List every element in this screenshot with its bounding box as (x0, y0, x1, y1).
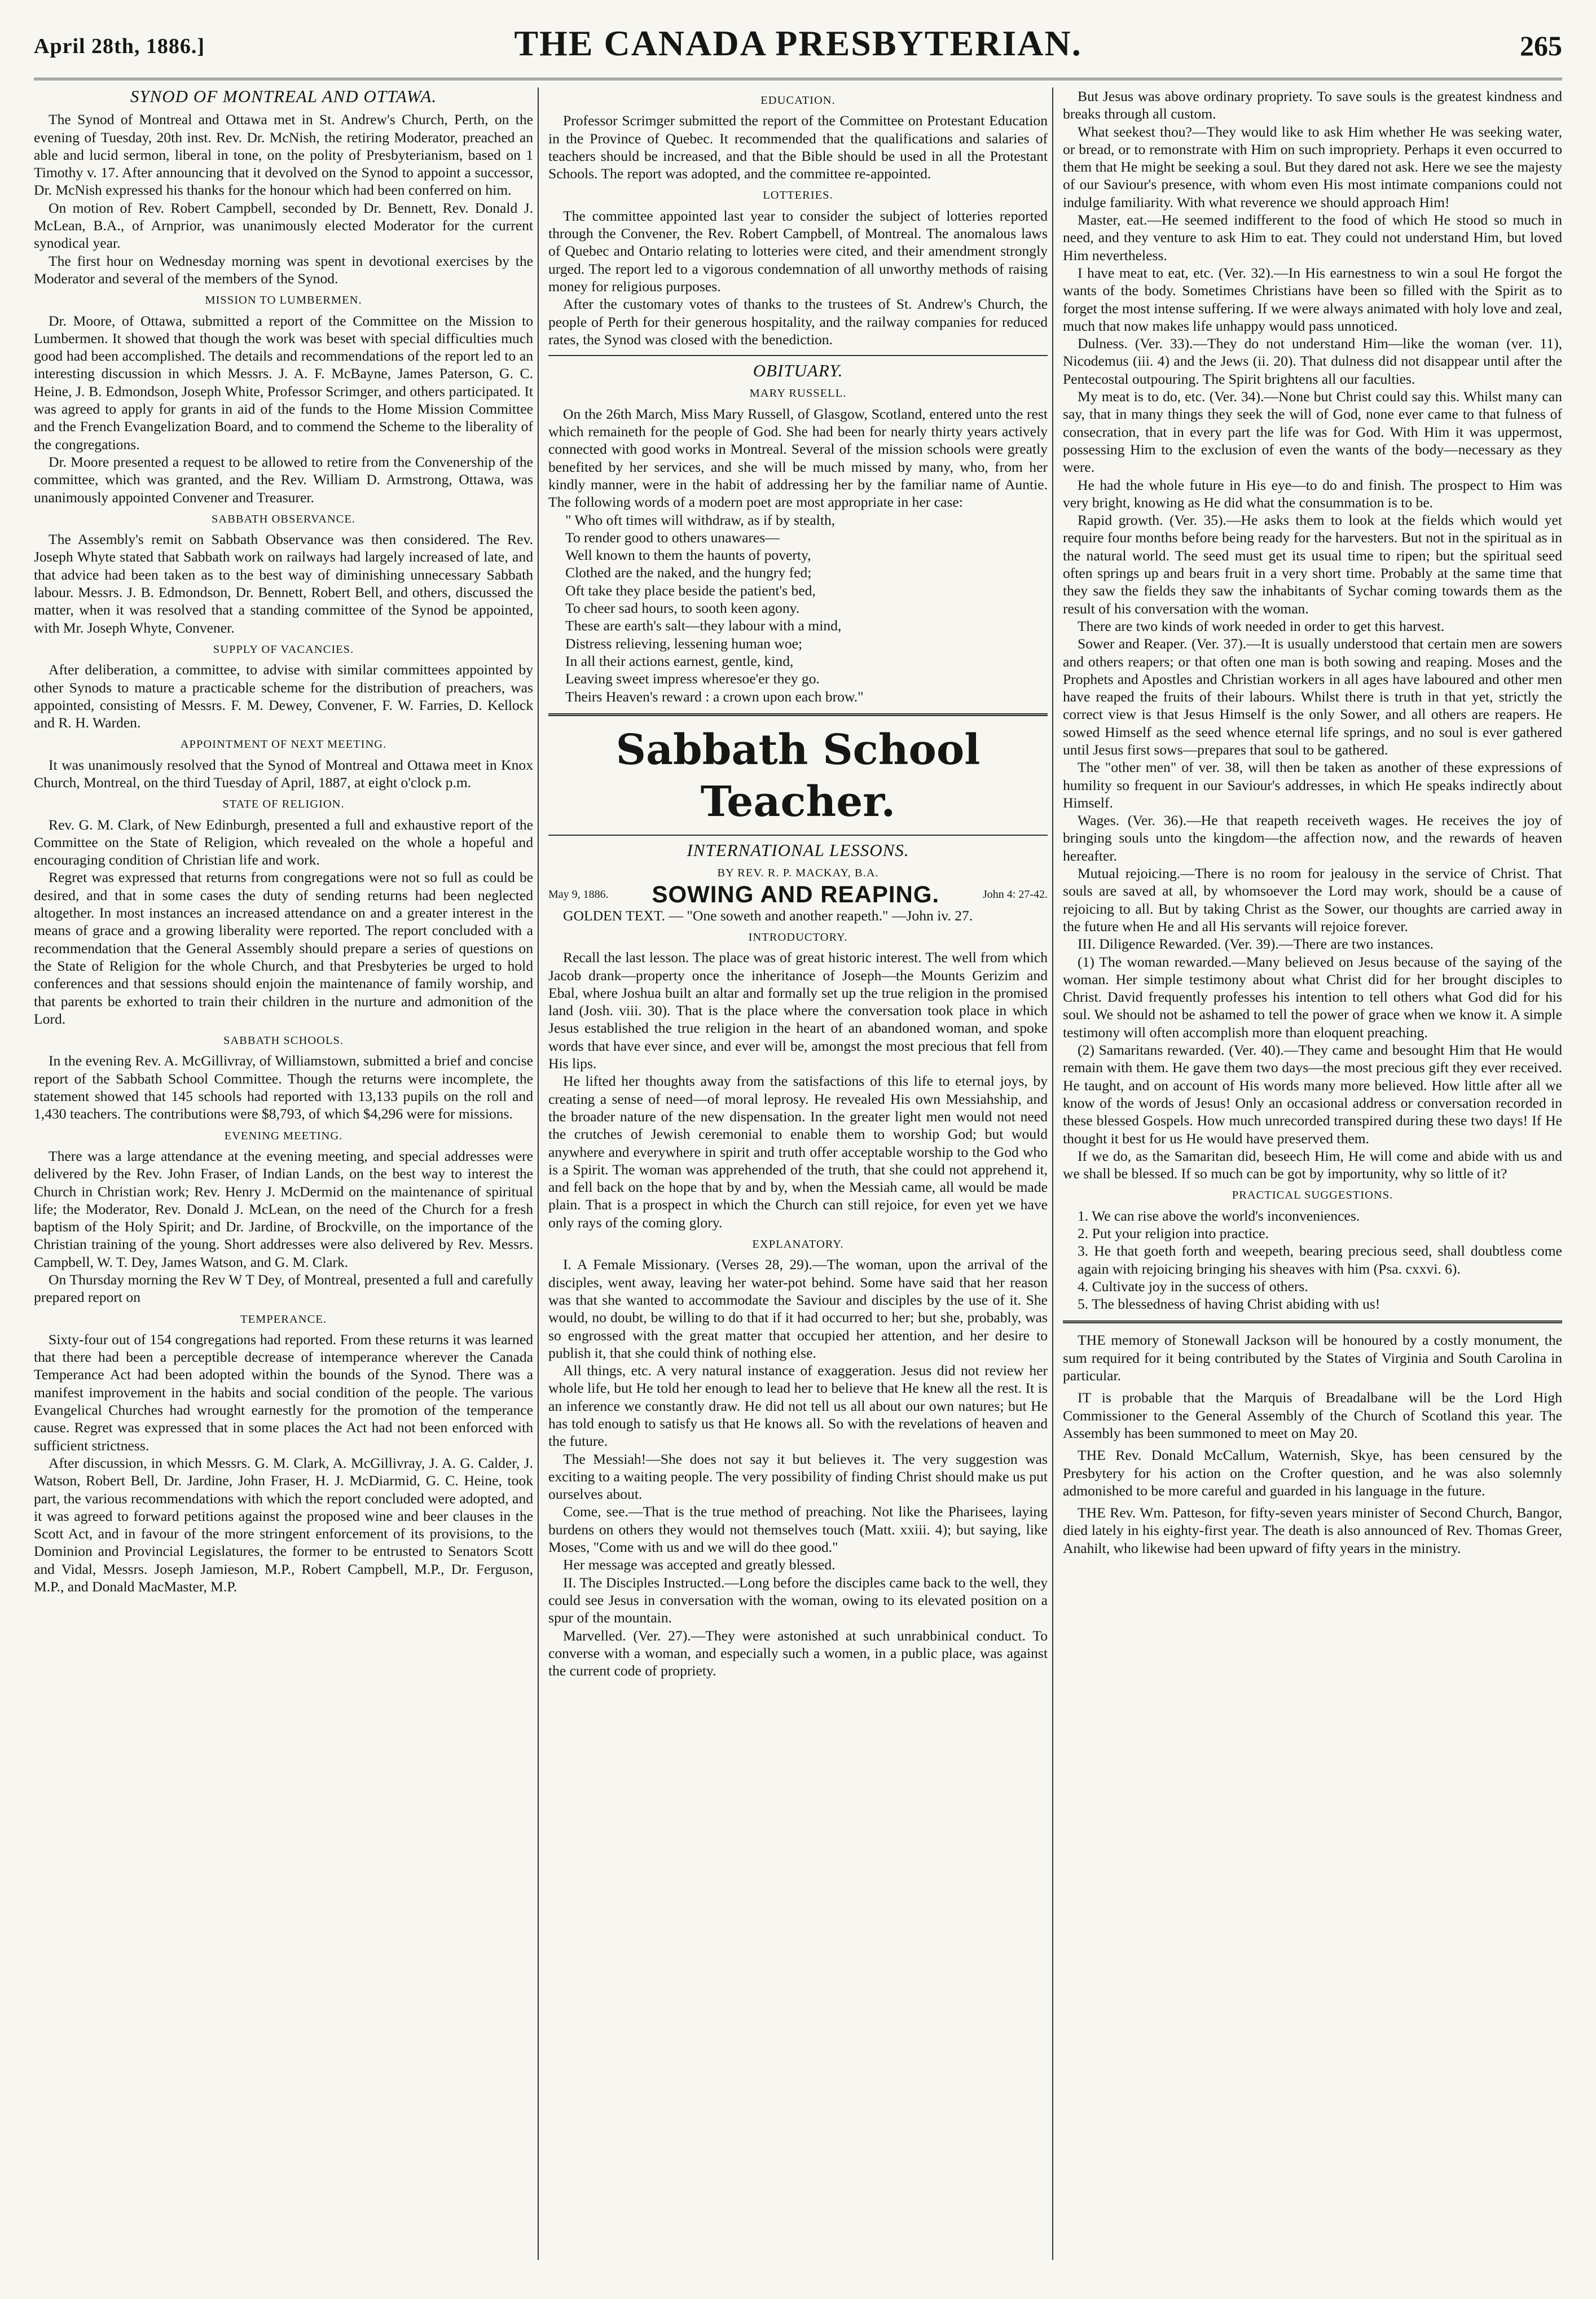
paragraph: Rev. G. M. Clark, of New Edinburgh, presented a full and exhaustive report of the Committee on the State of Religion, which revealed on the whole a hopeful and encouraging condition of Christian life and work. (34, 816, 533, 868)
section-heading: MISSION TO LUMBERMEN. (205, 294, 362, 307)
section-heading: EVENING MEETING. (224, 1129, 343, 1142)
paragraph: Mutual rejoicing.—There is no room for jealousy in the service of Christ. That souls are saved at all, by whomsoever the Lord may work, should be a cause of rejoicing to all. But by taking Christ as the Sower, our thoughts are carried away in the future when He and all His servants will rejoice forever. (1063, 865, 1562, 934)
column-2 (548, 87, 1048, 2260)
news-item: THE Rev. Wm. Patteson, for fifty-seven years minister of Second Church, Bangor, died lately in his eighty-first year. The death is also announced of Rev. Thomas Greer, Anahilt, who likewise had been upward of fifty years in the ministry. (1063, 1504, 1562, 1556)
section-rule (548, 713, 1048, 716)
news-item: THE memory of Stonewall Jackson will be honoured by a costly monument, the sum required for it being contributed by the States of Virginia and South Carolina in particular. (1063, 1332, 1562, 1384)
list-item: 5. The blessedness of having Christ abiding with us! (1078, 1296, 1380, 1313)
section-heading: SABBATH OBSERVANCE. (211, 512, 356, 525)
section-heading: APPOINTMENT OF NEXT MEETING. (180, 738, 387, 751)
synod-title: SYNOD OF MONTREAL AND OTTAWA. (130, 87, 437, 106)
lesson-reference: John 4: 27-42. (983, 888, 1048, 901)
paragraph: After deliberation, a committee, to advise with similar committees appointed by other Synods to mature a practicable scheme for the distribution of preachers, was appointed, consisting of Messrs. F. M. Dewey, Convener, F. W. Farries, D. Kellock and R. H. Warden. (34, 661, 533, 731)
list-item: 4. Cultivate joy in the success of others. (1078, 1278, 1308, 1295)
paragraph: All things, etc. A very natural instance of exaggeration. Jesus did not review her whole life, but He told her enough to lead her to believe that He knew all the rest. It is an inference we constantly draw. He did not tell us all about our own natures; but He has told enough to satisfy us that He knows all. So with the revelations of heaven and the future. (548, 1362, 1048, 1450)
paragraph: It was unanimously resolved that the Synod of Montreal and Ottawa meet in Knox Church, Montreal, on the third Tuesday of April, 1887, at eight o'clock p.m. (34, 756, 533, 791)
obituary-title: OBITUARY. (753, 361, 843, 381)
paragraph: Regret was expressed that returns from congregations were not so full as could be desired, and that in some cases the duty of sending returns had been neglected altogether. In most instances an increased attendance on and a greater interest in the means of grace and a growing liberality were reported. The report concluded with a recommendation that the General Assembly should prepare a series of questions on the State of Religion for the whole Church, and that Presbyteries be urged to hold conferences and that sessions should enjoin the maintenance of family worship, and that parents be exhorted to train their children in the nurture and admonition of the Lord. (34, 869, 533, 1027)
paragraph: Marvelled. (Ver. 27).—They were astonished at such unrabbinical conduct. To converse with a woman, and especially such a women, in a public place, was against the current code of propriety. (548, 1627, 1048, 1679)
international-lessons-heading: INTERNATIONAL LESSONS. (687, 840, 909, 860)
golden-text: GOLDEN TEXT. — "One soweth and another reapeth." —John iv. 27. (563, 907, 973, 924)
poem-line: Well known to them the haunts of poverty, (565, 547, 811, 564)
paragraph: Dr. Moore, of Ottawa, submitted a report of the Committee on the Mission to Lumbermen. It showed that though the work was beset with special difficulties much good had been accomplished. The details and recommendations of the report led to an interesting discussion in which Messrs. J. A. F. McBayne, James Paterson, G. C. Heine, J. B. Edmondson, Joseph White, Professor Scrimger, and others participated. It was agreed to apply for grants in aid of the funds to the Home Mission Committee and the French Evangelization Board, and to commend the Scheme to the liberality of the congregations. (34, 312, 533, 453)
paragraph: Professor Scrimger submitted the report of the Committee on Protestant Education in the Province of Quebec. It recommended that the qualifications and salaries of teachers should be increased, and that the Bible should be used in all the Protestant Schools. The report was adopted, and the committee re-appointed. (548, 112, 1048, 182)
section-rule (1063, 1320, 1562, 1323)
paragraph: After the customary votes of thanks to the trustees of St. Andrew's Church, the people of Perth for their generous hospitality, and the railway companies for reduced rates, the Synod was closed with the benediction. (548, 296, 1048, 348)
paragraph: After discussion, in which Messrs. G. M. Clark, A. McGillivray, J. A. G. Calder, J. Watson, Robert Bell, Dr. Jardine, John Fraser, H. J. McDiarmid, G. C. Heine, took part, the various recommendations with which the report concluded were adopted, and it was agreed to forward petitions against the proposed wine and beer clauses in the Scott Act, and in favour of the more stringent enforcement of its provisions, to the Dominion and Provincial Legislatures, the former to be entrusted to Senators Scott and Vidal, Messrs. Joseph Jamieson, M.P., Robert Campbell, M.P., Dr. Ferguson, M.P., and Donald MacMaster, M.P. (34, 1454, 533, 1595)
paragraph: Rapid growth. (Ver. 35).—He asks them to look at the fields which would yet require four months before being ready for the harvesters. But not in the spiritual as in the natural world. The seed must get its usual time to ripen; but the spiritual seed often springs up and bears fruit in a very short time. Probably at the same time that they saw the fields they saw the inhabitants of Sychar coming towards them as the result of his conversation with the woman. (1063, 512, 1562, 617)
header-rule (34, 78, 1562, 80)
lesson-header (548, 881, 1048, 908)
paragraph: He lifted her thoughts away from the satisfactions of this life to eternal joys, by creating a sense of need—of moral leprosy. He revealed His own Messiahship, and the broader nature of the new dispensation. In the greater light men would not need the crutches of Jewish ceremonial to enable them to worship God; but would anywhere and everywhere in spirit and truth offer acceptable worship to the God who is a Spirit. The woman was apprehended of the truth, that she could not apprehend it, and fell back on the hope that by and by, when the Messiah came, all would be made plain. That is a prospect in which the Church can still rejoice, for even yet we have only rays of the coming glory. (548, 1073, 1048, 1231)
poem-line: Clothed are the naked, and the hungry fed; (565, 564, 812, 581)
section-heading: LOTTERIES. (763, 189, 833, 202)
news-item: THE Rev. Donald McCallum, Waternish, Skye, has been censured by the Presbytery for his action on the Crofter question, and he was also solemnly admonished to be more careful and guarded in his language in the future. (1063, 1447, 1562, 1499)
paragraph: The Synod of Montreal and Ottawa met in St. Andrew's Church, Perth, on the evening of Tuesday, 20th inst. Rev. Dr. McNish, the retiring Moderator, preached an able and lucid sermon, liberal in tone, on the polity of Presbyterianism, based on 1 Timothy v. 17. After announcing that it devolved on the Synod to appoint a successor, Dr. McNish expressed his thanks for the honour which had been conferred on him. (34, 111, 533, 199)
paragraph: II. The Disciples Instructed.—Long before the disciples came back to the well, they could see Jesus in conversation with the woman, owing to its elevated position on a spur of the mountain. (548, 1574, 1048, 1626)
poem-line: Leaving sweet impress wheresoe'er they go. (565, 670, 820, 687)
column-rule-2 (1052, 87, 1053, 2260)
section-heading: TEMPERANCE. (240, 1313, 327, 1326)
list-item: 3. He that goeth forth and weepeth, bearing precious seed, shall doubtless come again with rejoicing bringing his sheaves with him (Psa. cxxvi. 6). (1078, 1243, 1562, 1277)
paragraph: I. A Female Missionary. (Verses 28, 29).—The woman, upon the arrival of the disciples, went away, leaving her water-pot behind. Some have said that her reason was that she wanted to accommodate the Saviour and disciples by the use of it. She would, no doubt, be willing to do that if it had occurred to her; but she, probably, was so engrossed with the great matter that occupied her attention, and her desire to publish it, that she could think of nothing else. (548, 1256, 1048, 1361)
column-3 (1063, 87, 1562, 2260)
paragraph: Sixty-four out of 154 congregations had reported. From these returns it was learned that there had been a perceptible decrease of intemperance wherever the Canada Temperance Act had been adopted within the bounds of the Synod. There was a manifest improvement in the habits and social condition of the people. The various Evangelical Churches had wrought earnestly for the promotion of the temperance cause. Regret was expressed that in some places the Act had not been enforced with sufficient strictness. (34, 1331, 533, 1454)
section-heading: PRACTICAL SUGGESTIONS. (1232, 1189, 1393, 1202)
masthead-title: THE CANADA PRESBYTERIAN. (514, 23, 1082, 63)
paragraph: Dulness. (Ver. 33).—They do not understand Him—like the woman (ver. 11), Nicodemus (iii. 4) and the Jews (ii. 20). That dulness did not disappear until after the Pentecostal outpouring. The Spirit brightens all our faculties. (1063, 335, 1562, 387)
paragraph: The "other men" of ver. 38, will then be taken as another of these expressions of humility so frequent in our Saviour's addresses, in which He speaks indirectly about Himself. (1063, 759, 1562, 811)
section-heading: SABBATH SCHOOLS. (223, 1034, 344, 1047)
paragraph: Dr. Moore presented a request to be allowed to retire from the Convenership of the committee, which was granted, and the Rev. William D. Armstrong, Ottawa, was unanimously appointed Convener and Treasurer. (34, 453, 533, 506)
paragraph: The first hour on Wednesday morning was spent in devotional exercises by the Moderator and several of the members of the Synod. (34, 252, 533, 287)
paragraph: The Messiah!—She does not say it but believes it. The very suggestion was exciting to a waiting people. The very possibility of finding Christ should make us put ourselves about. (548, 1450, 1048, 1503)
paragraph: On Thursday morning the Rev W T Dey, of Montreal, presented a full and carefully prepared report on (34, 1271, 533, 1306)
paragraph: There are two kinds of work needed in order to get this harvest. (1078, 617, 1445, 634)
list-item: 1. We can rise above the world's inconveniences. (1078, 1207, 1360, 1224)
lesson-title: SOWING AND REAPING. (652, 881, 940, 908)
paragraph: Recall the last lesson. The place was of great historic interest. The well from which Jacob drank—property once the inheritance of Joseph—the Mounts Gerizim and Ebal, where Joshua built an altar and formally set up the true religion in the promised land (Josh. viii. 30). That is the place where the conversation took place in which Jesus established the true religion in the heart of an abandoned woman, and spoke words that have ever since, and ever will be, amongst the most precious that fell from His lips. (548, 949, 1048, 1072)
poem-line: These are earth's salt—they labour with a mind, (565, 617, 842, 634)
section-heading: INTRODUCTORY. (748, 931, 848, 944)
paragraph: On the 26th March, Miss Mary Russell, of Glasgow, Scotland, entered unto the rest which remaineth for the people of God. She had been for nearly thirty years actively connected with good works in Montreal. Several of the mission schools were greatly benefited by her services, and she will be much missed by many, who, from her kindly manner, were in the habit of addressing her by the familiar name of Auntie. The following words of a modern poet are most appropriate in her case: (548, 405, 1048, 511)
paragraph: (2) Samaritans rewarded. (Ver. 40).—They came and besought Him that He would remain with them. He gave them two days—the most precious gift they ever received. He taught, and on account of His words many more believed. How little after all we know of the words of Jesus! Only an occasional address or conversation recorded in these blessed Gospels. How much unrecorded transpired during these two days! If He thought it best for us He would have preserved them. (1063, 1042, 1562, 1147)
column-rule-1 (538, 87, 539, 2260)
poem-line: Oft take they place beside the patient's bed, (565, 582, 816, 599)
section-heading: STATE OF RELIGION. (222, 798, 345, 811)
poem (548, 511, 1048, 705)
poem-line: To render good to others unawares— (565, 529, 780, 546)
section-rule (548, 835, 1048, 836)
paragraph: Master, eat.—He seemed indifferent to the food of which He stood so much in need, and they venture to ask Him to eat. They could not understand Him, but loved Him nevertheless. (1063, 212, 1562, 264)
poem-line: Distress relieving, lessening human woe; (565, 635, 803, 652)
news-item: IT is probable that the Marquis of Breadalbane will be the Lord High Commissioner to the General Assembly of the Church of Scotland this year. The Assembly has been summoned to meet on May 20. (1063, 1389, 1562, 1441)
obituary-name: MARY RUSSELL. (749, 387, 847, 400)
section-heading: EDUCATION. (760, 94, 836, 107)
paragraph: There was a large attendance at the evening meeting, and special addresses were delivered by the Rev. John Fraser, of Indian Lands, on the best way to interest the Church in Christian work; Rev. Henry J. McDermid on the maintenance of spiritual life; the Moderator, Rev. Donald J. McLean, on the need of the Church for a fresh baptism of the Holy Spirit; and Dr. Jardine, of Brockville, on the importance of the Christian training of the young. Short addresses were also delivered by Rev. Messrs. Campbell, W. T. Dey, James Watson, and G. M. Clark. (34, 1147, 533, 1270)
paragraph: On motion of Rev. Robert Campbell, seconded by Dr. Bennett, Rev. Donald J. McLean, B.A., of Arnprior, was unanimously elected Moderator for the current synodical year. (34, 199, 533, 252)
page-header (34, 23, 1562, 77)
paragraph: My meat is to do, etc. (Ver. 34).—None but Christ could say this. Whilst many can say, that in many things they seek the will of God, none ever came to that fulness of consecration, that in every part the life was for God. With Him it was uppermost, possessing Him to the exclusion of even the wants of the body—necessary as they were. (1063, 388, 1562, 476)
page-number: 265 (1520, 30, 1562, 62)
paragraph: The committee appointed last year to consider the subject of lotteries reported through the Convener, the Rev. Robert Campbell, of Montreal. The anomalous laws of Quebec and Ontario relating to lotteries were cited, and their amendment strongly urged. The report led to a vigorous condemnation of all unworthy methods of raising money for religious purposes. (548, 207, 1048, 295)
paragraph: (1) The woman rewarded.—Many believed on Jesus because of the saying of the woman. Her simple testimony about what Christ did for her brought disciples to Christ. David frequently professes his intention to tell others what God did for his soul. We should not be ashamed to tell the power of grace when we know it. A simple testimony will often accomplish more than eloquent preaching. (1063, 953, 1562, 1041)
paragraph: Wages. (Ver. 36).—He that reapeth receiveth wages. He receives the joy of bringing souls unto the kingdom—the affection now, and the rewards of heaven hereafter. (1063, 812, 1562, 864)
paragraph: Sower and Reaper. (Ver. 37).—It is usually understood that certain men are sowers and others reapers; or that often one man is both sowing and reaping. Moses and the Prophets and Apostles and Christian workers in all ages have laboured and other men have reaped the fruits of their labours. Whilst there is truth in that yet, strictly the correct view is that Jesus Himself is the only Sower, and all others are reapers. He sowed Himself as the seed whence eternal life springs, and no soul is ever gathered until Jesus first sows—prepares that soul to be gathered. (1063, 635, 1562, 758)
poem-line: To cheer sad hours, to sooth keen agony. (565, 600, 800, 617)
poem-line: In all their actions earnest, gentle, kind, (565, 652, 794, 669)
paragraph: In the evening Rev. A. McGillivray, of Williamstown, submitted a brief and concise report of the Sabbath School Committee. Though the returns were incomplete, the statement showed that 145 schools had reported with 13,133 pupils on the roll and 1,430 teachers. The contributions were $8,793, of which $4,296 were for missions. (34, 1052, 533, 1122)
paragraph: III. Diligence Rewarded. (Ver. 39).—There are two instances. (1078, 936, 1434, 953)
paragraph: What seekest thou?—They would like to ask Him whether He was seeking water, or bread, or to remonstrate with Him on such impropriety. Perhaps it even occurred to them that He might be seeking a soul. But they dared not ask. Here we see the majesty of our Saviour's presence, with whom even His most intimate companions could not indulge familiarity. With what reverence we should approach Him! (1063, 123, 1562, 210)
paragraph: Come, see.—That is the true method of preaching. Not like the Pharisees, laying burdens on others they would not themselves touch (Matt. xxiii. 4); but saying, like Moses, "Come with us and we will do thee good." (548, 1503, 1048, 1556)
sabbath-school-teacher-heading: Sabbath School Teacher. (615, 725, 981, 826)
list-item: 2. Put your religion into practice. (1078, 1225, 1269, 1241)
paragraph: The Assembly's remit on Sabbath Observance was then considered. The Rev. Joseph Whyte stated that Sabbath work on railways had largely increased of late, and that advice had been taken as to the best way of diminishing unnecessary Sabbath labour. Messrs. J. B. Edmondson, Dr. Bennett, Robert Bell, and others, discussed the matter, when it was resolved that a standing committee of the Synod be appointed, with Mr. Joseph Whyte, Convener. (34, 531, 533, 636)
paragraph: I have meat to eat, etc. (Ver. 32).—In His earnestness to win a soul He forgot the wants of the body. Sometimes Christians have been so filled with the Spirit as to forget the most intense suffering. If we were always animated with holy love and zeal, much that now makes life unhappy would pass unnoticed. (1063, 264, 1562, 334)
poem-line: " Who oft times will withdraw, as if by stealth, (565, 511, 836, 528)
poem-line: Theirs Heaven's reward : a crown upon each brow." (565, 688, 864, 705)
paragraph: Her message was accepted and greatly blessed. (563, 1556, 836, 1573)
section-heading: SUPPLY OF VACANCIES. (213, 643, 354, 656)
issue-date: April 28th, 1886.] (34, 34, 205, 58)
byline: BY REV. R. P. MACKAY, B.A. (717, 867, 879, 880)
section-heading: EXPLANATORY. (752, 1238, 844, 1251)
paragraph: If we do, as the Samaritan did, beseech Him, He will come and abide with us and we shall be blessed. If so much can be got by importunity, why so little of it? (1063, 1147, 1562, 1182)
section-rule (548, 355, 1048, 356)
paragraph: He had the whole future in His eye—to do and finish. The prospect to Him was very bright, knowing as He did what the consummation is to be. (1063, 476, 1562, 511)
column-1 (34, 87, 533, 2260)
lesson-date: May 9, 1886. (548, 888, 609, 901)
paragraph: But Jesus was above ordinary propriety. To save souls is the greatest kindness and breaks through all custom. (1063, 88, 1562, 122)
